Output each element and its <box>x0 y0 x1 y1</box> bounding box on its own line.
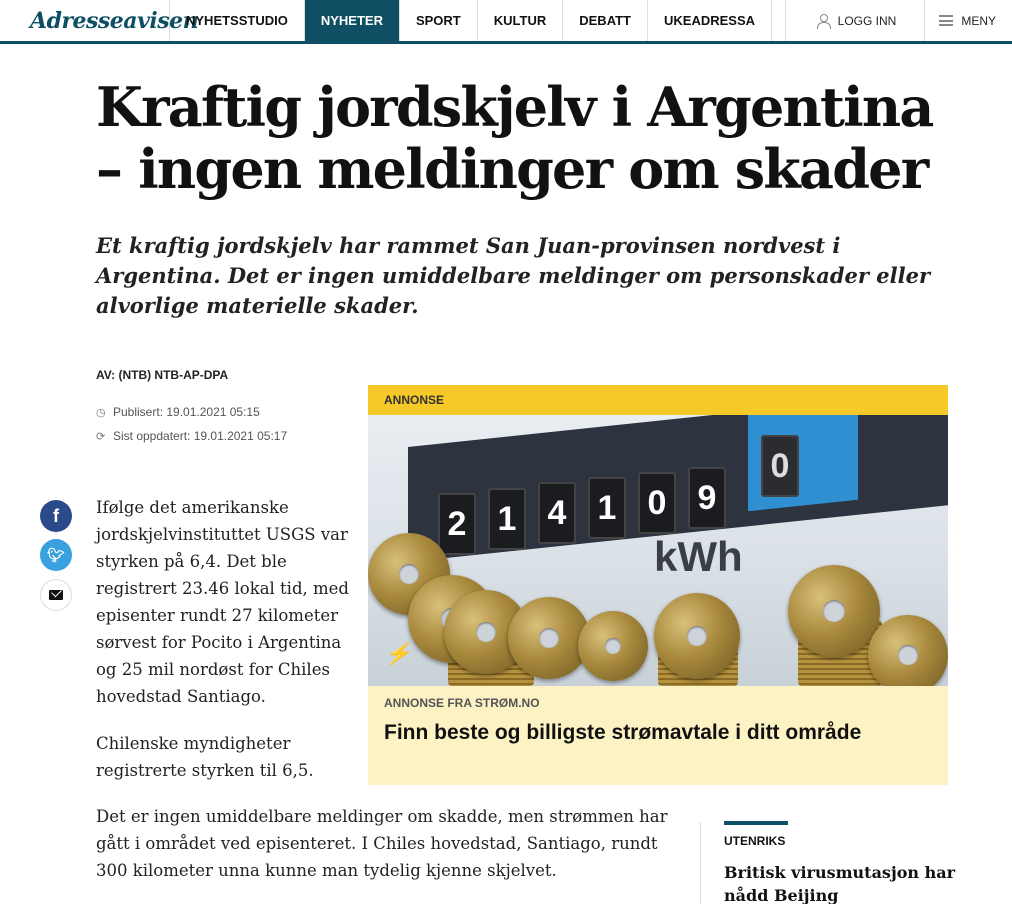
nav-spacer <box>772 0 785 41</box>
nav-item-kultur[interactable]: KULTUR <box>478 0 563 41</box>
article-headline: Kraftig jordskjelv i Argentina – ingen meldinger om skader <box>96 75 933 201</box>
user-icon <box>816 14 830 28</box>
hamburger-menu-icon <box>939 15 953 26</box>
login-label: LOGG INN <box>837 13 897 28</box>
share-email-button[interactable] <box>40 579 72 611</box>
ad-title[interactable]: Finn beste og billigste strømavtale i ditt område <box>384 721 862 744</box>
refresh-icon: ⟳ <box>96 430 106 443</box>
meter-unit: kWh <box>654 533 743 580</box>
meter-digit: 1 <box>588 477 626 539</box>
nav-item-debatt[interactable]: DEBATT <box>563 0 648 41</box>
login-button[interactable] <box>785 0 925 41</box>
meter-digit: 4 <box>538 482 576 544</box>
article-paragraph: Det er ingen umiddelbare meldinger om skadde, men strømmen har gått i området ved episenteret. I Chiles hovedstad, Santiago, rundt 300 kilometer unna kunne man tydelig kjenne skjelvet. <box>96 807 668 880</box>
sidebar-accent-bar <box>724 821 788 825</box>
twitter-icon: 🐦︎ <box>47 546 65 563</box>
meter-digit: 1 <box>488 488 526 550</box>
advertisement[interactable] <box>368 385 948 785</box>
share-twitter-button[interactable] <box>40 539 72 571</box>
coin <box>788 565 880 657</box>
nav-item-ukeadressa[interactable]: UKEADRESSA <box>648 0 772 41</box>
coin <box>508 597 590 679</box>
article-lede: Et kraftig jordskjelv har rammet San Juan-provinsen nordvest i Argentina. Det er ingen umiddelbare meldinger om personskader eller alvorlige materielle skader. <box>96 233 931 318</box>
meter-digit: 9 <box>688 467 726 529</box>
menu-label: MENY <box>961 13 996 28</box>
ad-image[interactable] <box>368 415 948 686</box>
facebook-icon: f <box>53 505 59 526</box>
clock-icon: ◷ <box>96 406 106 419</box>
sidebar-section-label[interactable]: UTENRIKS <box>724 834 786 848</box>
meter-digit: 0 <box>638 472 676 534</box>
article-byline: AV: (NTB) NTB-AP-DPA <box>96 368 229 382</box>
ad-label: ANNONSE <box>368 385 948 415</box>
nav-item-sport[interactable]: SPORT <box>400 0 478 41</box>
updated-time <box>96 429 287 443</box>
email-icon <box>49 590 63 600</box>
share-facebook-button[interactable] <box>40 500 72 532</box>
sidebar-article-title[interactable]: Britisk virusmutasjon har nådd Beijing <box>724 863 956 904</box>
top-navigation <box>0 0 1012 44</box>
site-logo[interactable]: Adresseavisen <box>0 0 170 41</box>
article-paragraph: Chilenske myndigheter registrerte styrken til 6,5. <box>96 734 314 780</box>
meter-digit: 0 <box>761 435 799 497</box>
published-time <box>96 405 260 419</box>
coin <box>868 615 948 686</box>
menu-button[interactable] <box>924 0 1012 41</box>
nav-item-nyhetsstudio[interactable]: NYHETSSTUDIO <box>170 0 305 41</box>
nav-item-nyheter[interactable]: NYHETER <box>305 0 400 41</box>
coin <box>654 593 740 679</box>
meter-digit: 2 <box>438 493 476 555</box>
updated-text: Sist oppdatert: 19.01.2021 05:17 <box>113 429 288 443</box>
coin <box>578 611 648 681</box>
published-text: Publisert: 19.01.2021 05:15 <box>113 405 260 419</box>
ad-source: ANNONSE FRA STRØM.NO <box>384 696 540 710</box>
strom-logo-icon: ⚡ <box>384 641 412 666</box>
article-paragraph: Ifølge det amerikanske jordskjelvinstituttet USGS var styrken på 6,4. Det ble registrert 23.46 lokal tid, med episenter rundt 27 kilometer sørvest for Pocito i Argentina og 25 mil nordøst for Chiles hovedstad Santiago. <box>96 498 349 706</box>
